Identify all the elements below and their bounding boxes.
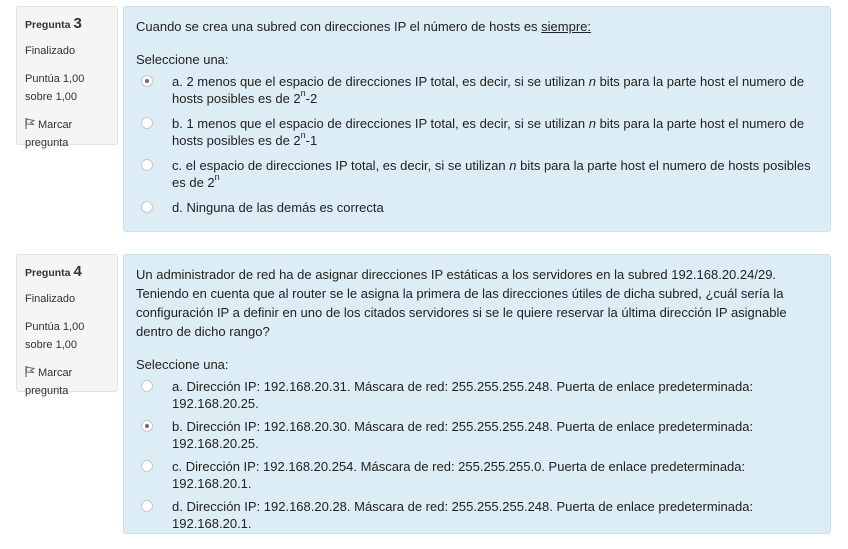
answer-option[interactable] <box>136 498 818 532</box>
question-number: Pregunta 3 <box>25 15 82 32</box>
answer-option[interactable] <box>136 378 818 412</box>
answer-radio[interactable] <box>141 75 153 87</box>
answer-radio[interactable] <box>141 420 153 432</box>
question-info-4 <box>16 254 118 397</box>
flag-icon <box>25 366 35 377</box>
question-text: Cuando se crea una subred con direcciones IP el número de hosts es siempre: <box>136 19 592 34</box>
question-content-3 <box>123 6 831 232</box>
answer-label[interactable]: a. Dirección IP: 192.168.20.31. Máscara de red: 255.255.255.248. Puerta de enlace predeterminada: 192.168.20.25. <box>172 379 754 411</box>
question-grade: Puntúa 1,00 sobre 1,00 <box>25 73 85 103</box>
answer-radio[interactable] <box>141 500 153 512</box>
question-content-4 <box>123 254 831 534</box>
flag-question-button[interactable]: Marcar pregunta <box>25 367 73 397</box>
answer-option[interactable] <box>136 418 818 452</box>
answer-radio[interactable] <box>141 201 153 213</box>
answer-label[interactable]: b. Dirección IP: 192.168.20.30. Máscara de red: 255.255.255.248. Puerta de enlace predeterminada: 192.168.20.25. <box>172 419 754 451</box>
answer-label[interactable]: c. Dirección IP: 192.168.20.254. Máscara de red: 255.255.255.0. Puerta de enlace predeterminada: 192.168.20.1. <box>172 459 746 491</box>
question-text: Un administrador de red ha de asignar direcciones IP estáticas a los servidores en la subred 192.168.20.24/29. Teniendo en cuenta que al router se le asigna la primera de las direcciones útiles de dicha subred, ¿cuál sería la configuración IP a definir en uno de los citados servidores si se le quiere reservar la última dirección IP asignable dentro de dicho rango? <box>136 267 787 339</box>
answer-label[interactable]: b. 1 menos que el espacio de direcciones IP total, es decir, si se utilizan n bits para la parte host el numero de hosts posibles es de 2$^n$-1 <box>172 116 805 148</box>
question-info-3 <box>16 6 118 149</box>
answer-radio[interactable] <box>141 159 153 171</box>
answer-label[interactable]: a. 2 menos que el espacio de direcciones IP total, es decir, si se utilizan n bits para la parte host el numero de hosts posibles es de 2$^n$-2 <box>172 74 805 106</box>
answer-label[interactable]: d. Ninguna de las demás es correcta <box>172 200 384 215</box>
answer-radio[interactable] <box>141 117 153 129</box>
answer-option[interactable] <box>136 73 818 109</box>
flag-question-button[interactable]: Marcar pregunta <box>25 119 73 149</box>
answer-prompt: Seleccione una: <box>136 52 229 67</box>
answer-option[interactable] <box>136 157 818 193</box>
question-state: Finalizado <box>25 293 76 305</box>
question-number: Pregunta 4 <box>25 263 82 280</box>
answer-radio[interactable] <box>141 380 153 392</box>
answer-option[interactable] <box>136 458 818 492</box>
answer-radio[interactable] <box>141 460 153 472</box>
answer-list <box>136 378 818 532</box>
flag-icon <box>25 118 35 129</box>
answer-list <box>136 73 818 216</box>
answer-label[interactable]: c. el espacio de direcciones IP total, es decir, si se utilizan n bits para la parte host el numero de hosts posibles es de 2$^n$ <box>172 158 811 190</box>
answer-label[interactable]: d. Dirección IP: 192.168.20.28. Máscara de red: 255.255.255.248. Puerta de enlace predeterminada: 192.168.20.1. <box>172 499 754 531</box>
answer-prompt: Seleccione una: <box>136 357 229 372</box>
question-state: Finalizado <box>25 45 76 57</box>
question-grade: Puntúa 1,00 sobre 1,00 <box>25 321 85 351</box>
answer-option[interactable] <box>136 115 818 151</box>
answer-option[interactable] <box>136 199 818 216</box>
